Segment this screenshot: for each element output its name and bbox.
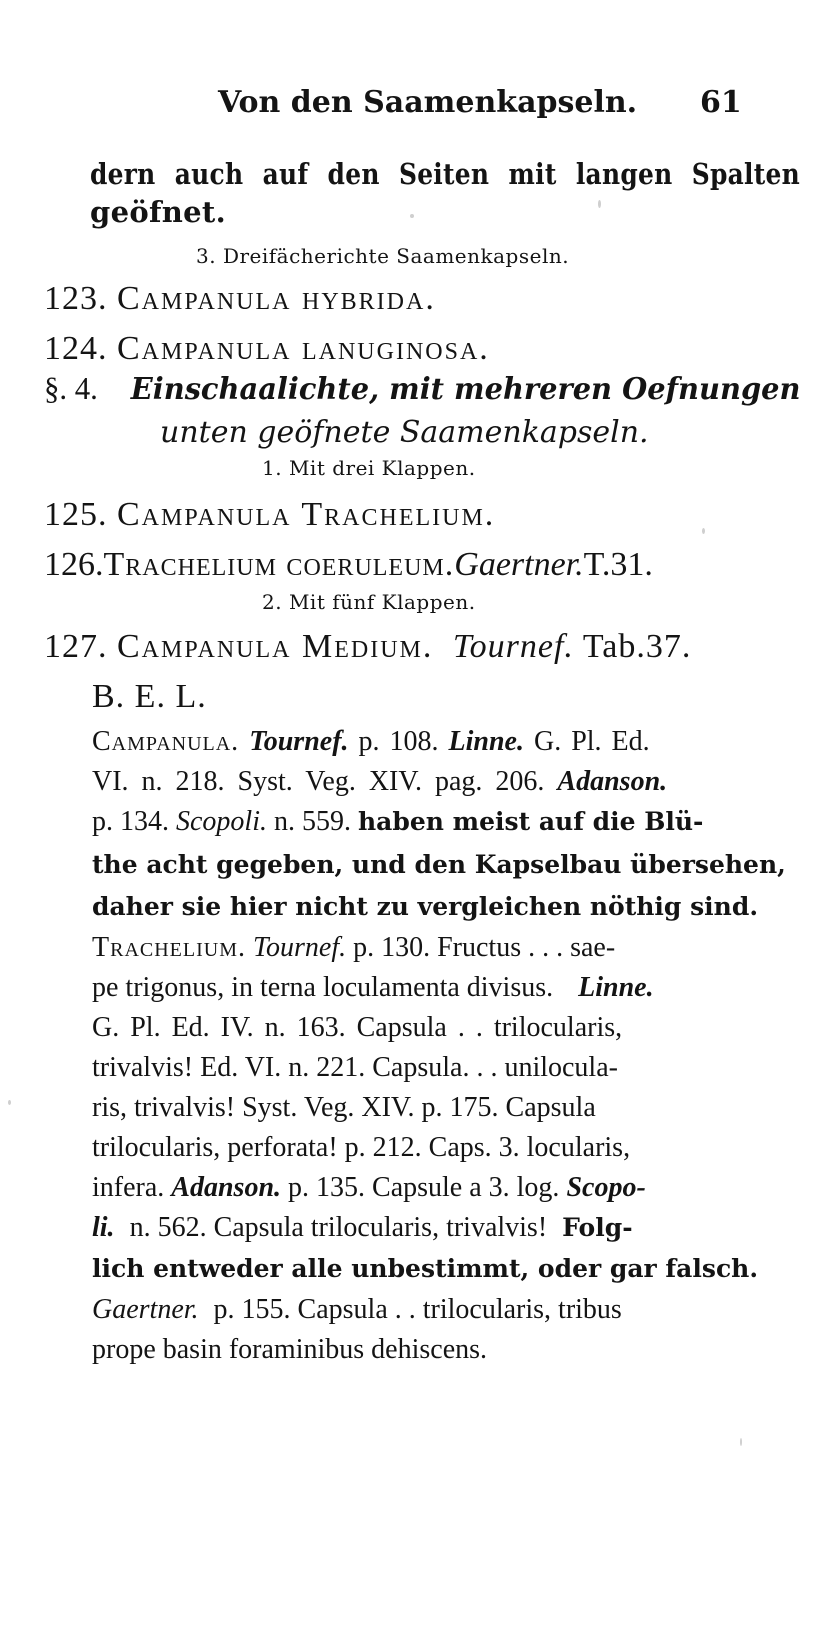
- text-line: [92, 1214, 633, 1242]
- species-name: Campanula Medium.: [117, 628, 434, 665]
- author-reference: Tournef.: [253, 932, 347, 963]
- entry-line: [44, 498, 495, 532]
- text-line: dern auch auf den Seiten mit langen Spalten: [90, 157, 801, 191]
- scan-speck: [410, 214, 414, 218]
- author-reference: Linne.: [578, 972, 654, 1003]
- author-reference: Tournef.: [249, 726, 349, 757]
- author-reference: li.: [92, 1212, 115, 1243]
- genus-name: Campanula.: [92, 726, 240, 757]
- plate-reference: Tab.37.: [582, 628, 692, 665]
- text-line: [92, 974, 654, 1002]
- text-line: trivalvis! Ed. VI. n. 221. Capsula. . . unilocula-: [92, 1052, 618, 1083]
- section-title: Einschaalichte, mit mehreren Oefnungen: [130, 372, 801, 407]
- citation-text: pe trigonus, in terna loculamenta divisus.: [92, 972, 554, 1003]
- scan-speck: [740, 1438, 742, 1446]
- text-line: [92, 1296, 622, 1324]
- entry-number: 124.: [44, 330, 108, 367]
- entry-line: [44, 630, 691, 664]
- citation-text: p. 135. Capsule a 3. log.: [288, 1172, 560, 1203]
- scan-speck: [702, 528, 705, 534]
- author-reference: Gaertner.: [454, 546, 584, 583]
- species-name: Campanula lanuginosa.: [117, 330, 490, 367]
- scan-speck: [8, 1100, 11, 1105]
- author-reference: Tournef.: [452, 628, 574, 665]
- text-line: [92, 934, 615, 962]
- text-line: [92, 1174, 646, 1202]
- text-line: the acht gegeben, und den Kapselbau übersehen,: [92, 850, 786, 879]
- citation-text: p. 155. Capsula . . trilocularis, tribus: [213, 1294, 622, 1325]
- author-reference: Gaertner.: [92, 1294, 199, 1325]
- author-reference: Linne.: [448, 726, 524, 757]
- citation-text: p. 130. Fructus . . . sae-: [353, 932, 616, 963]
- abbreviation-line: B. E. L.: [92, 678, 207, 715]
- genus-name: Trachelium.: [92, 932, 246, 963]
- citation-text: infera.: [92, 1172, 165, 1203]
- text-line: daher sie hier nicht zu vergleichen nöthig sind.: [92, 892, 759, 921]
- section-heading: [44, 372, 800, 405]
- text-line: [92, 808, 703, 836]
- author-reference: Adanson.: [171, 1172, 282, 1203]
- citation-text: G. Pl. Ed.: [533, 726, 650, 757]
- running-header-title: Von den Saamenkapseln.: [218, 85, 638, 120]
- text-line: [92, 768, 667, 796]
- species-name: Campanula Trachelium.: [117, 496, 496, 533]
- page-reference: p. 108.: [358, 726, 439, 757]
- text-line: geöfnet.: [90, 195, 226, 229]
- entry-number: 123.: [44, 280, 108, 317]
- commentary-text: Folg-: [562, 1213, 633, 1242]
- text-line: prope basin foraminibus dehiscens.: [92, 1334, 488, 1365]
- text-line: trilocularis, perforata! p. 212. Caps. 3. locularis,: [92, 1132, 631, 1163]
- citation-text: n. 562. Capsula trilocularis, trivalvis!: [129, 1212, 548, 1243]
- page-number: 61: [700, 85, 742, 120]
- commentary-text: haben meist auf die Blü-: [358, 807, 704, 836]
- entry-line: [44, 548, 653, 582]
- entry-line: [44, 282, 436, 316]
- section-number: §. 4.: [44, 370, 98, 406]
- species-name: Campanula hybrida.: [117, 280, 436, 317]
- entry-number: 127.: [44, 628, 108, 665]
- text-line: G. Pl. Ed. IV. n. 163. Capsula . . trilocularis,: [92, 1012, 623, 1043]
- author-reference: Scopo-: [566, 1172, 646, 1203]
- subheading: 2. Mit fünf Klappen.: [262, 590, 476, 614]
- citation-text: n. 559.: [274, 806, 351, 837]
- text-line: [92, 728, 650, 756]
- entry-number: 126.: [44, 546, 104, 583]
- subheading: 3. Dreifächerichte Saamenkapseln.: [196, 244, 570, 268]
- plate-reference: T.31.: [583, 546, 653, 583]
- entry-line: [44, 332, 490, 366]
- author-reference: Scopoli.: [176, 806, 267, 837]
- scan-speck: [598, 200, 601, 208]
- subheading: 1. Mit drei Klappen.: [262, 456, 476, 480]
- author-reference: Adanson.: [557, 766, 668, 797]
- page-reference: p. 134.: [92, 806, 169, 837]
- species-name: Trachelium coeruleum.: [103, 546, 455, 583]
- text-line: lich entweder alle unbestimmt, oder gar falsch.: [92, 1254, 759, 1283]
- entry-number: 125.: [44, 496, 108, 533]
- citation-text: VI. n. 218. Syst. Veg. XIV. pag. 206.: [92, 766, 545, 797]
- section-title-continued: unten geöfnete Saamenkapseln.: [160, 415, 649, 450]
- text-line: ris, trivalvis! Syst. Veg. XIV. p. 175. Capsula: [92, 1092, 596, 1123]
